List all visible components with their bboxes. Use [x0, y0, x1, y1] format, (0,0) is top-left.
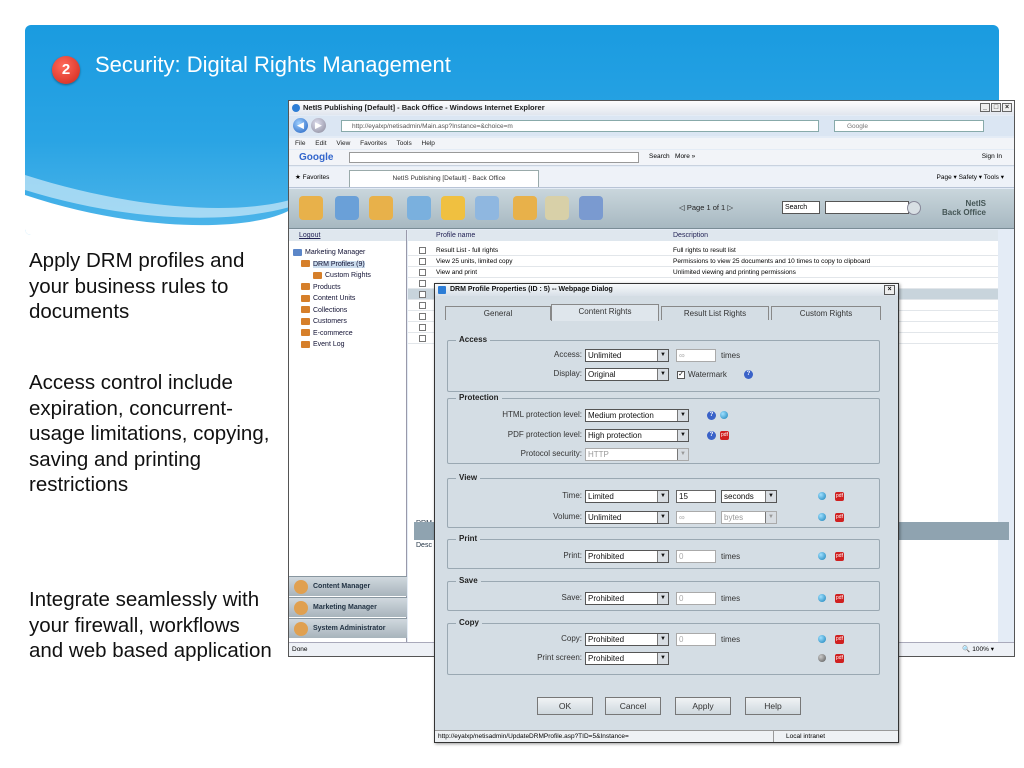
forward-icon[interactable]: ▶ [311, 118, 326, 133]
pdf-icon: pdf [836, 595, 843, 601]
dialog-status-bar [435, 730, 898, 742]
tree-item-marketing-manager[interactable]: Marketing Manager [293, 247, 406, 259]
menu-edit[interactable]: Edit [315, 140, 327, 147]
print-legend: Print [456, 534, 480, 543]
slide-number-badge: 2 [52, 56, 80, 84]
table-row[interactable]: Result List - full rights Full rights to result list [408, 245, 998, 256]
copy-amount-input[interactable]: 0 [676, 633, 716, 646]
pdf-protection-label: PDF protection level: [507, 430, 582, 439]
tab-result-list-rights[interactable]: Result List Rights [661, 306, 769, 320]
row-checkbox[interactable] [419, 335, 426, 342]
help-button[interactable]: Help [745, 697, 801, 715]
zoom-level[interactable]: 🔍 100% ▾ [962, 646, 994, 653]
user-icon [294, 601, 308, 615]
access-legend: Access [456, 335, 490, 344]
globe-icon [720, 411, 728, 419]
print-screen-label: Print screen: [537, 653, 582, 662]
pager[interactable]: ◁ Page 1 of 1 ▷ [679, 203, 734, 212]
status-url: http://eyalxp/netisadmin/UpdateDRMProfile.asp?TID=5&Instance= [438, 733, 629, 740]
row-checkbox[interactable] [419, 247, 426, 254]
print-screen-select[interactable]: Prohibited ▼ [585, 652, 669, 665]
save-times-label: times [721, 594, 741, 603]
back-icon[interactable]: ◀ [293, 118, 308, 133]
volume-select[interactable]: Unlimited ▼ [585, 511, 669, 524]
protection-legend: Protection [456, 393, 502, 402]
pdf-icon: pdf [721, 432, 728, 438]
help-icon[interactable]: ? [707, 431, 716, 440]
browser-title: NetIS Publishing [Default] - Back Office - Windows Internet Explorer [303, 103, 545, 112]
volume-label: Volume: [553, 512, 582, 521]
display-select[interactable]: Original ▼ [585, 368, 669, 381]
access-select[interactable]: Unlimited ▼ [585, 349, 669, 362]
dialog-tabs [445, 304, 891, 322]
save-amount-input[interactable]: 0 [676, 592, 716, 605]
print-select[interactable]: Prohibited ▼ [585, 550, 669, 563]
menu-view[interactable]: View [336, 140, 351, 147]
user-icon [294, 622, 308, 636]
protocol-security-label: Protocol security: [520, 449, 582, 458]
menu-favorites[interactable]: Favorites [360, 140, 387, 147]
tree-item-products[interactable]: Products [293, 282, 406, 294]
row-checkbox[interactable] [419, 313, 426, 320]
copy-legend: Copy [456, 618, 482, 627]
print-label: Print: [563, 551, 582, 560]
globe-icon [818, 552, 826, 560]
dialog-title: DRM Profile Properties (ID : 5) -- Webpage Dialog [450, 286, 613, 293]
toolbar-icon-4[interactable] [407, 196, 431, 220]
app-toolbar [289, 189, 1014, 229]
protocol-security-select[interactable]: HTTP ▼ [585, 448, 689, 461]
tree-item-content-units[interactable]: Content Units [293, 293, 406, 305]
volume-amount-input[interactable]: ∞ [676, 511, 716, 524]
close-button[interactable]: × [1002, 103, 1012, 112]
pdf-icon: pdf [836, 553, 843, 559]
globe-icon [818, 513, 826, 521]
row-checkbox[interactable] [419, 324, 426, 331]
toolbar-icon-9[interactable] [579, 196, 603, 220]
go-icon[interactable] [907, 201, 921, 215]
tab-content-rights[interactable]: Content Rights [551, 304, 659, 321]
list-header [408, 230, 998, 241]
pdf-icon: pdf [836, 655, 843, 661]
table-row[interactable]: View and print Unlimited viewing and printing permissions [408, 267, 998, 278]
globe-icon [818, 492, 826, 500]
toolbar-icon-6[interactable] [475, 196, 499, 220]
pdf-icon: pdf [836, 636, 843, 642]
table-row[interactable]: View 25 units, limited copy Permissions to view 25 documents and 10 times to copy to clipboard [408, 256, 998, 267]
copy-label: Copy: [561, 634, 582, 643]
maximize-button[interactable]: □ [991, 103, 1001, 112]
volume-unit-select[interactable]: bytes ▼ [721, 511, 777, 524]
display-label: Display: [553, 369, 582, 378]
role-content-manager[interactable]: Content Manager [289, 576, 407, 596]
access-label: Access: [553, 350, 582, 359]
protection-group [447, 393, 880, 464]
browser-title-bar [289, 101, 1014, 115]
menu-tools[interactable]: Tools [396, 140, 412, 147]
pdf-icon: pdf [836, 514, 843, 520]
address-bar[interactable]: http://eyalxp/netisadmin/Main.asp?Instance=&choice=m [341, 120, 819, 132]
netis-logo: NetIS Back Office [941, 199, 986, 217]
row-checkbox[interactable] [419, 302, 426, 309]
toolbar-icon-5[interactable] [441, 196, 465, 220]
col-description[interactable]: Description [673, 232, 709, 239]
toolbar-icon-3[interactable] [369, 196, 393, 220]
logout-link[interactable]: Logout [289, 230, 406, 241]
copy-select[interactable]: Prohibited ▼ [585, 633, 669, 646]
toolbar-icon-8[interactable] [545, 196, 569, 220]
desc-label: Desc [416, 542, 432, 549]
save-select[interactable]: Prohibited ▼ [585, 592, 669, 605]
pdf-protection-select[interactable]: High protection ▼ [585, 429, 689, 442]
globe-icon [818, 635, 826, 643]
tab-custom-rights[interactable]: Custom Rights [771, 306, 881, 320]
globe-icon [818, 654, 826, 662]
browser-tab[interactable]: NetIS Publishing [Default] - Back Office [349, 170, 539, 187]
save-group [447, 576, 880, 611]
help-icon[interactable]: ? [707, 411, 716, 420]
help-icon[interactable]: ? [744, 370, 753, 379]
minimize-button[interactable]: _ [980, 103, 990, 112]
view-legend: View [456, 473, 480, 482]
watermark-label: Watermark [688, 370, 727, 379]
google-search-button[interactable]: Search More » [649, 153, 696, 160]
google-search-input[interactable] [349, 152, 639, 163]
sign-in-link[interactable]: Sign In [981, 153, 1002, 160]
cancel-button[interactable]: Cancel [605, 697, 661, 715]
dialog-icon [438, 286, 446, 294]
globe-icon [818, 594, 826, 602]
bullet-1: Apply DRM profiles and your business rules to documents [29, 249, 245, 323]
row-checkbox[interactable] [419, 269, 426, 276]
address-row [289, 116, 1014, 136]
ie-icon [292, 104, 300, 112]
ok-button[interactable]: OK [537, 697, 593, 715]
pdf-icon: pdf [836, 493, 843, 499]
access-group [447, 335, 880, 392]
tree-item-event-log[interactable]: Event Log [293, 339, 406, 351]
drm-profile-dialog [434, 283, 899, 743]
row-checkbox[interactable] [419, 280, 426, 287]
favorites-button[interactable]: ★ Favorites [295, 174, 330, 181]
toolbar-icon-2[interactable] [335, 196, 359, 220]
security-zone: Local intranet [773, 731, 868, 742]
apply-button[interactable]: Apply [675, 697, 731, 715]
print-times-label: times [721, 552, 741, 561]
html-protection-select[interactable]: Medium protection ▼ [585, 409, 689, 422]
view-group [447, 473, 880, 528]
dialog-title-bar [435, 284, 898, 296]
left-pane [289, 230, 407, 642]
menu-file[interactable]: File [295, 140, 306, 147]
menu-help[interactable]: Help [421, 140, 435, 147]
tree-item-custom-rights[interactable]: Custom Rights [293, 270, 406, 282]
time-unit-select[interactable]: seconds ▼ [721, 490, 777, 503]
row-checkbox[interactable] [419, 291, 426, 298]
browser-search-input[interactable]: Google [834, 120, 984, 132]
app-search-input[interactable] [825, 201, 909, 214]
nav-tree [289, 247, 406, 351]
app-search-select[interactable]: Search [782, 201, 820, 214]
bullet-3: Integrate seamlessly with your firewall, workflows and web based application [29, 588, 272, 662]
col-profile-name[interactable]: Profile name [436, 232, 476, 239]
print-amount-input[interactable]: 0 [676, 550, 716, 563]
command-bar[interactable]: Page ▾ Safety ▾ Tools ▾ [936, 174, 1004, 181]
toolbar-icon-1[interactable] [299, 196, 323, 220]
copy-group [447, 618, 880, 675]
role-marketing-manager[interactable]: Marketing Manager [289, 597, 407, 617]
toolbar-icon-7[interactable] [513, 196, 537, 220]
tree-item-drm-profiles[interactable]: DRM Profiles (9) [293, 259, 406, 271]
save-legend: Save [456, 576, 481, 585]
menu-bar [289, 138, 1014, 149]
access-count-input[interactable]: ∞ [676, 349, 716, 362]
slide-title: Security: Digital Rights Management [95, 52, 451, 77]
browser-status-bar: Done 🔍 100% ▾ [289, 642, 1014, 656]
user-icon [294, 580, 308, 594]
access-times-label: times [721, 351, 741, 360]
row-checkbox[interactable] [419, 258, 426, 265]
dialog-close-button[interactable]: × [884, 285, 895, 295]
tree-item-ecommerce[interactable]: E-commerce [293, 328, 406, 340]
time-label: Time: [562, 491, 582, 500]
copy-times-label: times [721, 635, 741, 644]
print-group [447, 534, 880, 569]
save-label: Save: [561, 593, 582, 602]
role-system-administrator[interactable]: System Administrator [289, 618, 407, 638]
bullet-2: Access control include expiration, concurrent-usage limitations, copying, saving and printing restrictions [29, 371, 270, 496]
html-protection-label: HTML protection level: [502, 410, 582, 419]
time-amount-input[interactable]: 15 [676, 490, 716, 503]
time-select[interactable]: Limited ▼ [585, 490, 669, 503]
tree-item-collections[interactable]: Collections [293, 305, 406, 317]
google-toolbar [289, 150, 1014, 166]
favorites-bar [289, 167, 1014, 188]
google-logo: Google [299, 152, 334, 163]
tree-item-customers[interactable]: Customers [293, 316, 406, 328]
tab-general[interactable]: General [445, 306, 551, 320]
watermark-checkbox[interactable]: ✓ [678, 371, 684, 378]
